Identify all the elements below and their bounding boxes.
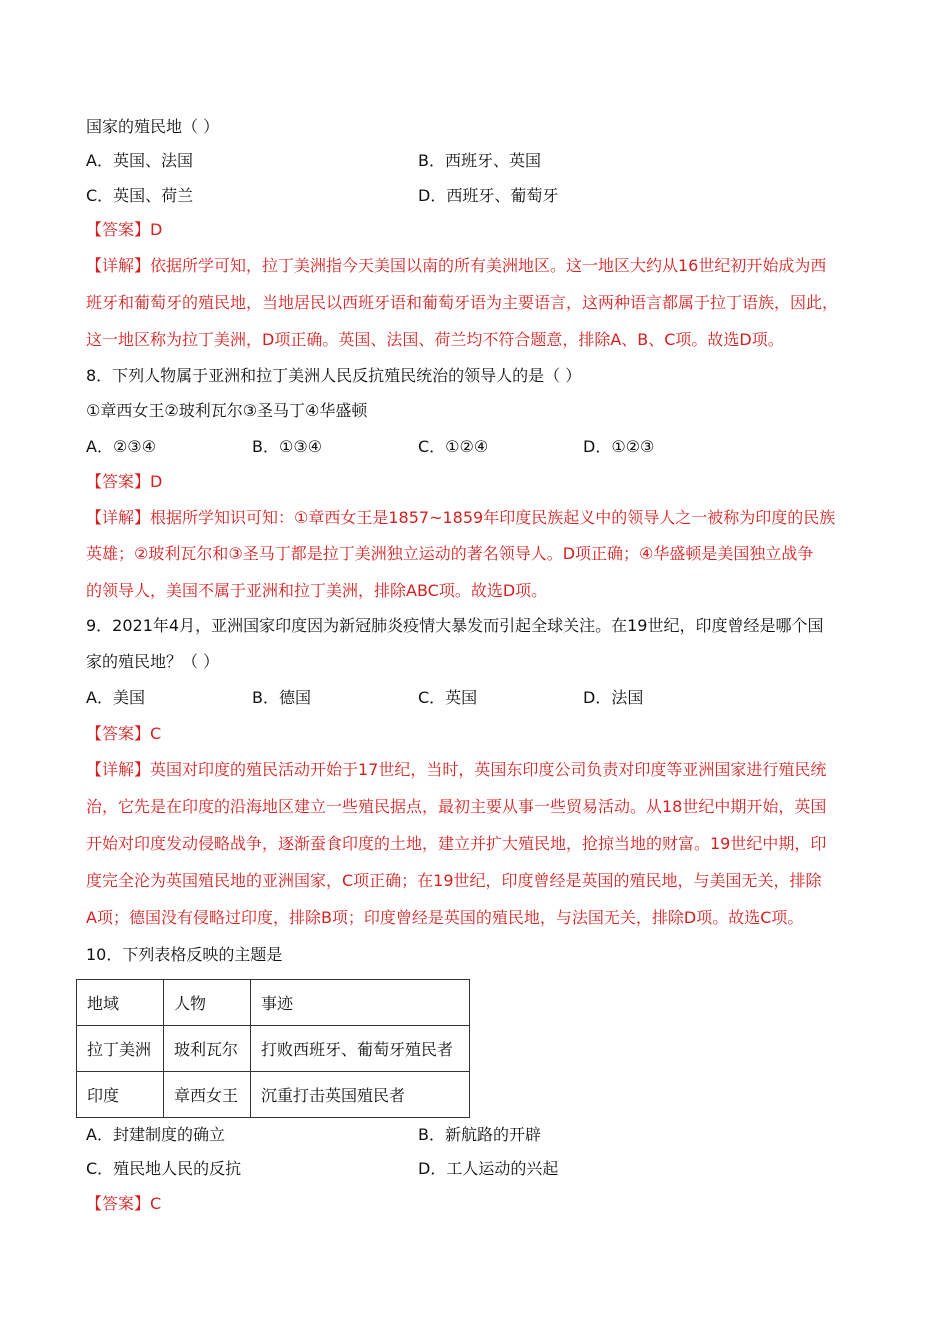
table-cell: 沉重打击英国殖民者 <box>251 1072 470 1118</box>
q9-option-d: D．法国 <box>583 688 644 707</box>
q8-option-c: C．①②④ <box>418 437 489 456</box>
q9-explain-line: A项；德国没有侵略过印度，排除B项；印度曾经是英国的殖民地，与法国无关，排除D项。故选C项。 <box>86 908 804 927</box>
q9-answer: 【答案】C <box>86 724 162 743</box>
q10-option-d: D．工人运动的兴起 <box>418 1159 559 1178</box>
q10-option-c: C．殖民地人民的反抗 <box>86 1159 242 1178</box>
q9-option-a: A．美国 <box>86 688 145 707</box>
table-header-cell: 地域 <box>77 980 164 1026</box>
q8-option-d: D．①②③ <box>583 437 655 456</box>
q7-stem: 国家的殖民地（ ） <box>86 117 220 136</box>
q8-answer: 【答案】D <box>86 472 163 491</box>
q9-explain-line: 开始对印度发动侵略战争，逐渐蚕食印度的土地，建立并扩大殖民地，抢掠当地的财富。19世纪中期，印 <box>86 834 827 853</box>
q10-option-a: A．封建制度的确立 <box>86 1125 225 1144</box>
q7-answer: 【答案】D <box>86 220 163 239</box>
table-header-row <box>77 980 470 1026</box>
q9-explain-line: 度完全沦为英国殖民地的亚洲国家，C项正确；在19世纪，印度曾经是英国的殖民地，与美国无关，排除 <box>86 871 822 890</box>
q10-option-b: B．新航路的开辟 <box>418 1125 541 1144</box>
q10-table <box>76 979 470 1118</box>
q7-explain-line: 班牙和葡萄牙的殖民地，当地居民以西班牙语和葡萄牙语为主要语言，这两种语言都属于拉丁语族，因此， <box>86 293 839 312</box>
q7-explain-line: 这一地区称为拉丁美洲，D项正确。英国、法国、荷兰均不符合题意，排除A、B、C项。故选D项。 <box>86 330 784 349</box>
table-cell: 打败西班牙、葡萄牙殖民者 <box>251 1026 470 1072</box>
q7-option-a: A．英国、法国 <box>86 151 193 170</box>
q7-option-c: C．英国、荷兰 <box>86 186 194 205</box>
q8-option-b: B．①③④ <box>252 437 323 456</box>
q7-option-d: D．西班牙、葡萄牙 <box>418 186 559 205</box>
q9-explain-line: 治，它先是在印度的沿海地区建立一些殖民据点，最初主要从事一些贸易活动。从18世纪中期开始，英国 <box>86 797 827 816</box>
table-cell: 印度 <box>77 1072 164 1118</box>
q9-option-c: C．英国 <box>418 688 478 707</box>
table-cell: 章西女王 <box>164 1072 251 1118</box>
table-header-cell: 事迹 <box>251 980 470 1026</box>
q8-explain-line: 【详解】根据所学知识可知：①章西女王是1857~1859年印度民族起义中的领导人之一被称为印度的民族 <box>86 508 836 527</box>
q9-stem-line: 家的殖民地？（ ） <box>86 652 220 671</box>
q8-items: ①章西女王②玻利瓦尔③圣马丁④华盛顿 <box>86 401 368 420</box>
q7-option-b: B．西班牙、英国 <box>418 151 541 170</box>
q7-explain-line: 【详解】依据所学可知，拉丁美洲指今天美国以南的所有美洲地区。这一地区大约从16世纪初开始成为西 <box>86 256 827 275</box>
q10-stem: 10．下列表格反映的主题是 <box>86 945 283 964</box>
q9-option-b: B．德国 <box>252 688 311 707</box>
table-cell: 拉丁美洲 <box>77 1026 164 1072</box>
q9-explain-line: 【详解】英国对印度的殖民活动开始于17世纪，当时，英国东印度公司负责对印度等亚洲国家进行殖民统 <box>86 760 827 779</box>
q9-stem-line: 9．2021年4月，亚洲国家印度因为新冠肺炎疫情大暴发而引起全球关注。在19世纪，印度曾经是哪个国 <box>86 616 824 635</box>
q8-option-a: A．②③④ <box>86 437 156 456</box>
q8-stem: 8．下列人物属于亚洲和拉丁美洲人民反抗殖民统治的领导人的是（ ） <box>86 366 582 385</box>
table-header-cell: 人物 <box>164 980 251 1026</box>
q8-explain-line: 英雄；②玻利瓦尔和③圣马丁都是拉丁美洲独立运动的著名领导人。D项正确；④华盛顿是美国独立战争 <box>86 544 814 563</box>
table-row <box>77 1072 470 1118</box>
q10-answer: 【答案】C <box>86 1194 162 1213</box>
table-row <box>77 1026 470 1072</box>
table-cell: 玻利瓦尔 <box>164 1026 251 1072</box>
q8-explain-line: 的领导人，美国不属于亚洲和拉丁美洲，排除ABC项。故选D项。 <box>86 581 548 600</box>
